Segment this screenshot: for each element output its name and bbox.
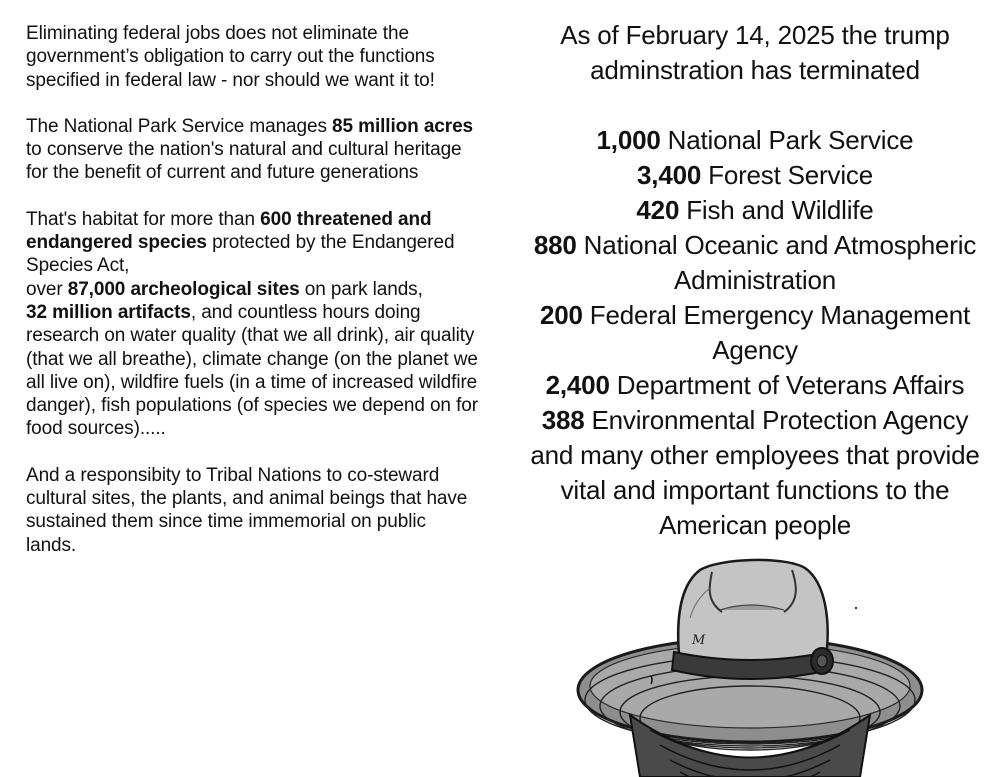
termination-count: 1,000 (596, 125, 661, 155)
termination-item (520, 298, 990, 368)
closing-statement: and many other employees that provide vital and important functions to the American people (530, 440, 980, 540)
termination-item (520, 123, 990, 158)
text-span: That's habitat for more than (26, 208, 261, 230)
text-span: protected by the Endangered Species Act, (26, 232, 455, 277)
habitat-paragraph (26, 208, 478, 441)
agency-label: Department of Veterans Affairs (609, 370, 965, 400)
termination-item (520, 368, 990, 403)
termination-count: 880 (533, 230, 577, 260)
termination-item (520, 158, 990, 193)
heading-line: adminstration has terminated (590, 55, 920, 85)
text-span: The National Park Service manages (26, 115, 333, 137)
tribal-nations-paragraph: And a responsibity to Tribal Nations to co-steward cultural sites, the plants, and animal beings that have sustained them since time immemorial on public lands. (26, 464, 468, 556)
ranger-hat-icon (570, 540, 930, 777)
spacer (26, 92, 478, 115)
artifacts-highlight: 32 million artifacts (26, 301, 191, 323)
agency-label: Forest Service (701, 160, 873, 190)
agency-label: National Park Service (660, 125, 914, 155)
hat-initials: M (692, 633, 706, 648)
left-column (26, 22, 478, 557)
text-span: over (26, 278, 68, 300)
text-span: to conserve the nation's natural and cultural heritage for the benefit of current and future generations (26, 139, 462, 184)
acres-highlight: 85 million acres (332, 115, 474, 137)
termination-count: 3,400 (637, 160, 702, 190)
termination-count: 200 (539, 300, 583, 330)
spacer (26, 441, 478, 464)
agency-label: National Oceanic and Atmospheric Administration (576, 230, 977, 295)
agency-label: Federal Emergency Management Agency (582, 300, 971, 365)
heading-line: As of February 14, 2025 the trump (560, 20, 950, 50)
spacer (26, 185, 478, 208)
intro-paragraph: Eliminating federal jobs does not eliminate the government’s obligation to carry out the functions specified in federal law - nor should we want it to! (26, 23, 435, 91)
termination-count: 2,400 (545, 370, 610, 400)
park-service-paragraph (26, 115, 478, 185)
spacer (520, 88, 990, 123)
termination-count: 420 (636, 195, 680, 225)
text-span: , and countless hours doing research on water quality (that we all drink), air quality (that we all breathe), climate change (on the planet we all live on), wildfire fuels (in a time of increased wildfire danger), fish populations (of species we depend on for food sources)..... (26, 301, 478, 440)
right-column (520, 18, 990, 543)
hat-crown (678, 560, 827, 665)
agency-label: Environmental Protection Agency (584, 405, 969, 435)
agency-label: Fish and Wildlife (679, 195, 874, 225)
termination-item (520, 193, 990, 228)
termination-item (520, 403, 990, 438)
termination-count: 388 (541, 405, 585, 435)
termination-item (520, 228, 990, 298)
text-span: on park lands, (299, 278, 423, 300)
species-highlight: 600 threatened and endangered species (26, 208, 432, 254)
sites-highlight: 87,000 archeological sites (67, 278, 300, 300)
